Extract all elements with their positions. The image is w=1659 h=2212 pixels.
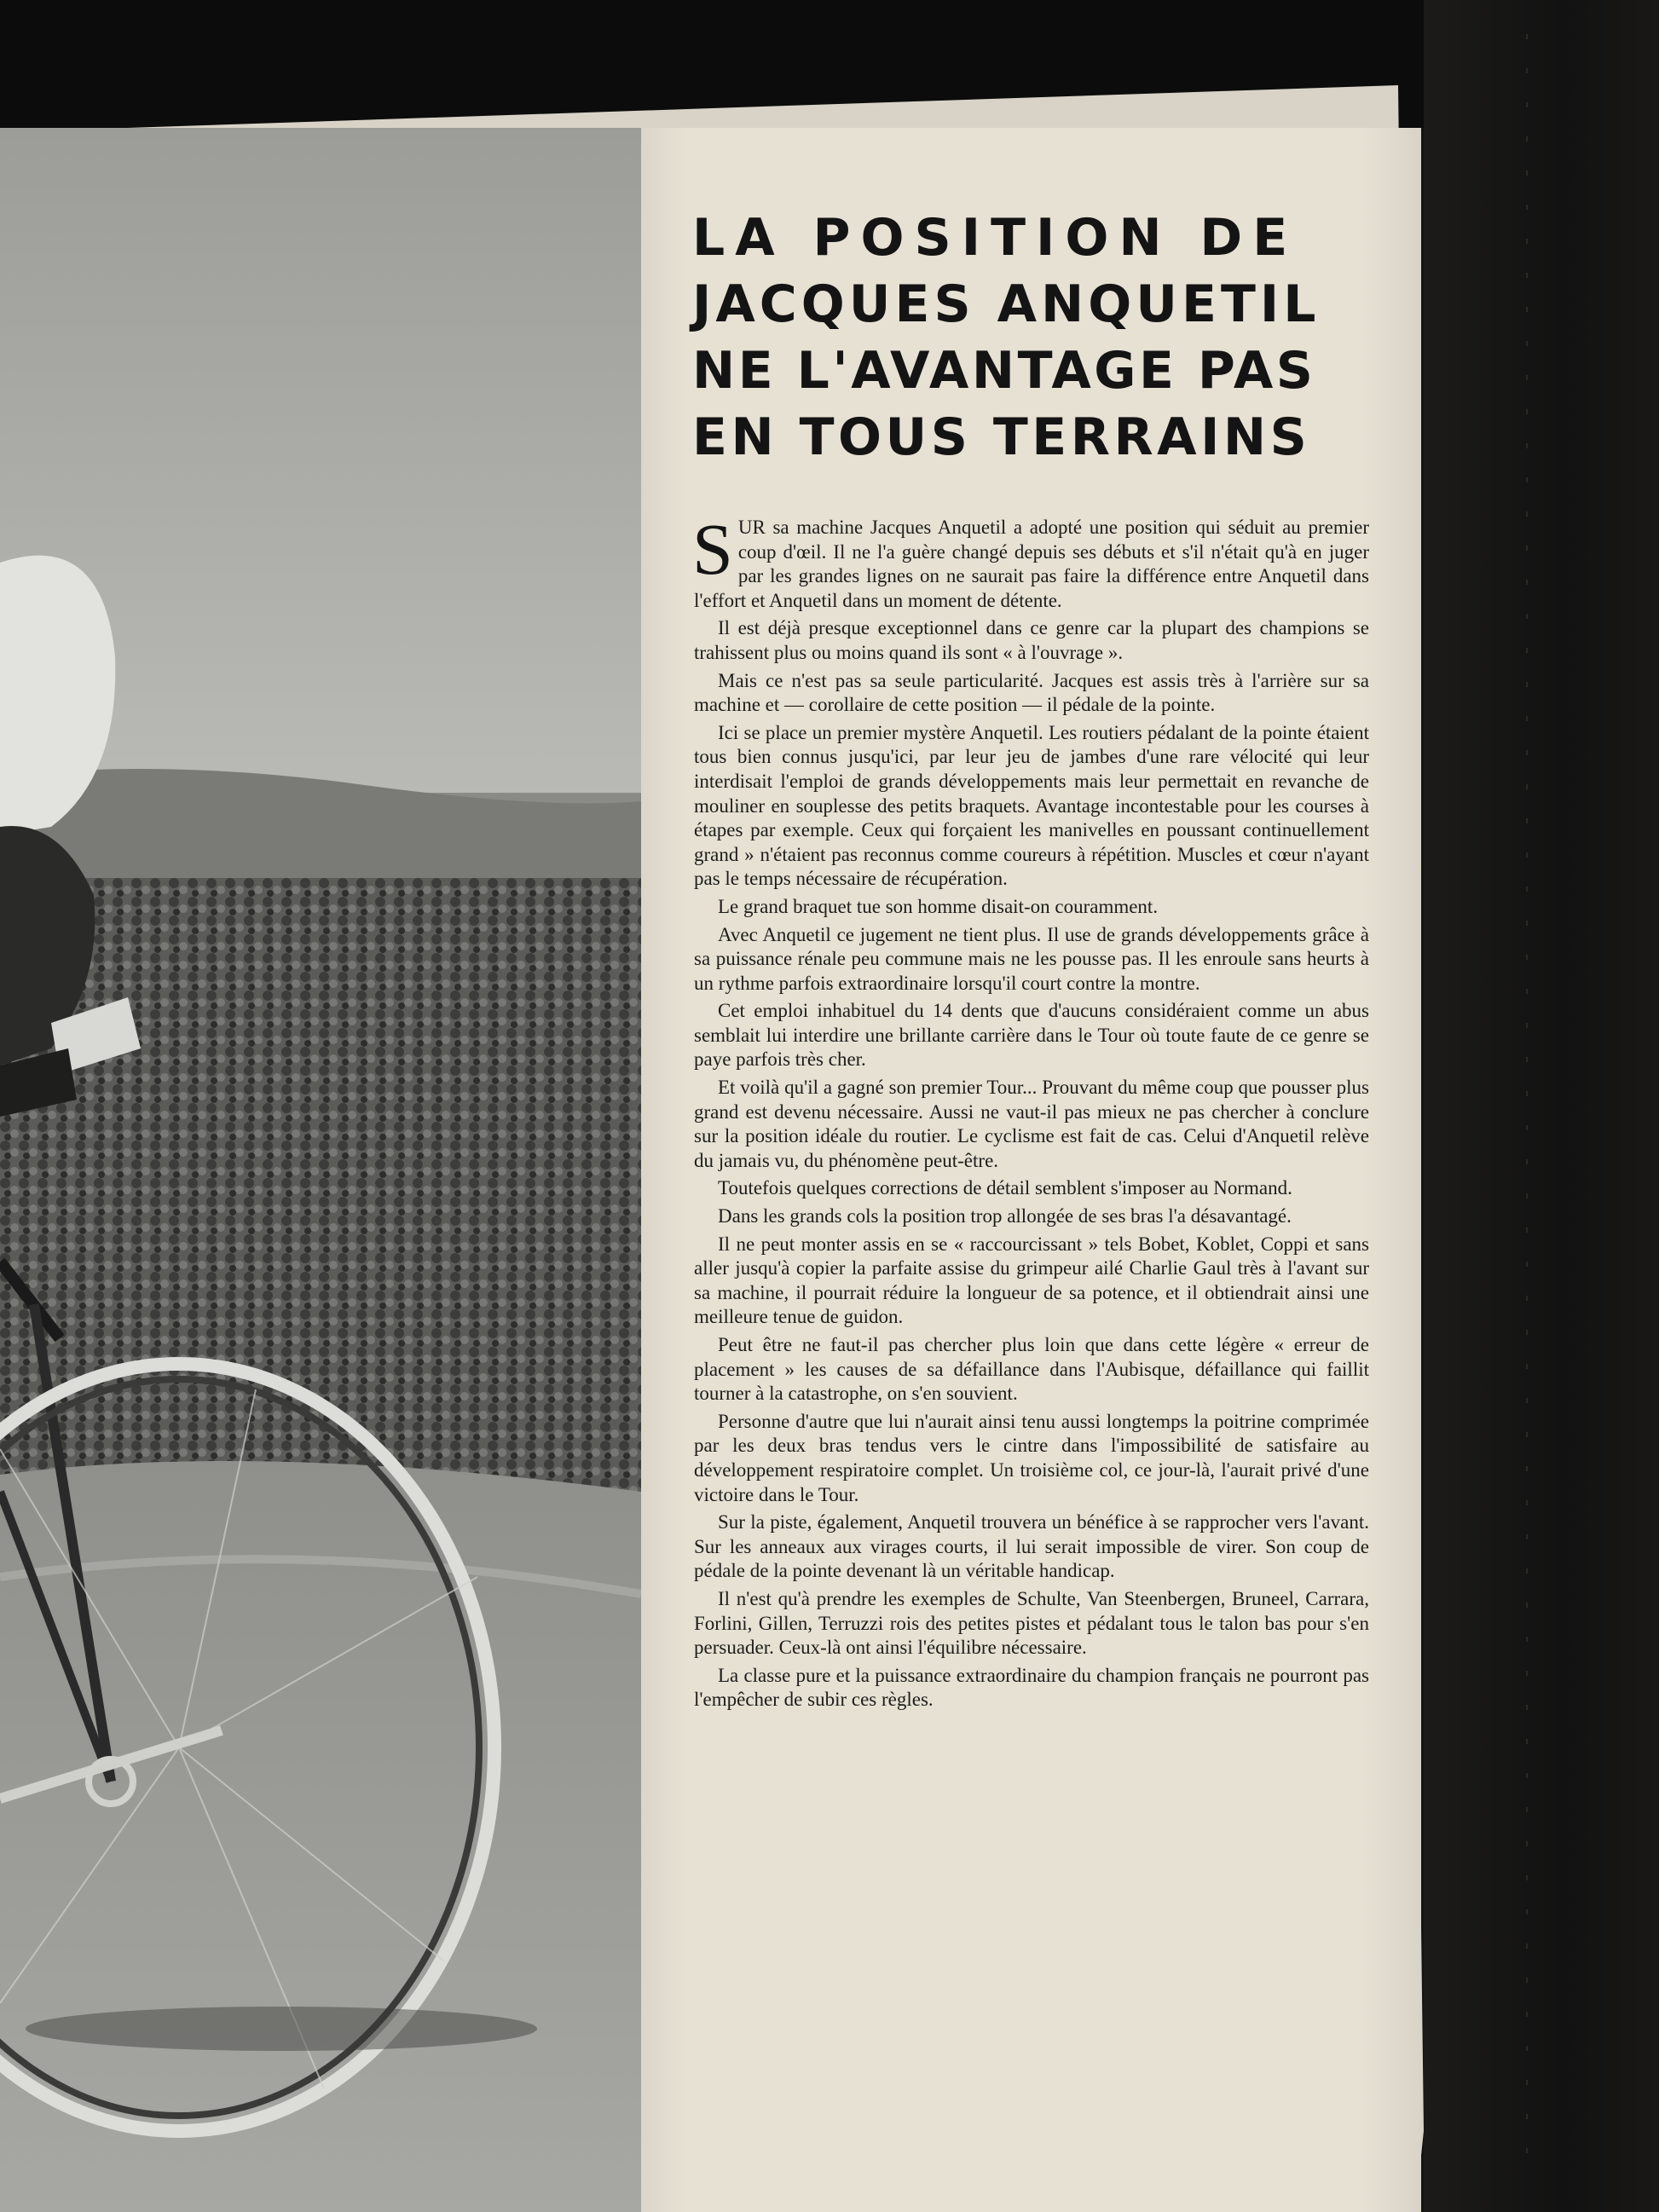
paragraph: Mais ce n'est pas sa seule particularité. Jacques est assis très à l'arrière sur sa machine et — corollaire de cette position — il pédale de la pointe. [694, 669, 1369, 716]
paragraph: Cet emploi inhabituel du 14 dents que d'aucuns considéraient comme un abus semblait lui interdire une brillante carrière dans le Tour où toute faute de ce genre se paye parfois très cher. [694, 1000, 1369, 1071]
article-body [692, 508, 1369, 1716]
paragraph: La classe pure et la puissance extraordinaire du champion français ne pourront pas l'empêcher de subir ces règles. [694, 1664, 1369, 1711]
article-column [641, 128, 1421, 2212]
dark-backdrop-right [1424, 0, 1659, 2212]
article-headline [692, 205, 1374, 471]
paragraph: Avec Anquetil ce jugement ne tient plus. Il use de grands développements grâce à sa puissance rénale peu commune mais ne les pousse pas. Il les enroule sans heurts à un rythme parfois extraordinaire lorsqu'il court contre la montre. [694, 923, 1369, 994]
paragraph: Il est déjà presque exceptionnel dans ce genre car la plupart des champions se trahissent plus ou moins quand ils sont « à l'ouvrage ». [694, 617, 1369, 663]
paragraph: Il n'est qu'à prendre les exemples de Schulte, Van Steenbergen, Bruneel, Carrara, Forlini, Gillen, Terruzzi rois des petites pistes et pédalant tous le talon bas pour s'en persuader. Ceux-là ont ainsi l'équilibre nécessaire. [694, 1587, 1369, 1659]
paragraph: Et voilà qu'il a gagné son premier Tour... Prouvant du même coup que pousser plus grand est devenu nécessaire. Aussi ne vaut-il pas mieux ne pas chercher à conclure sur la position idéale du routier. Le cyclisme est fait de cas. Celui d'Anquetil relève du jamais vu, du phénomène peut-être. [694, 1077, 1369, 1171]
cyclist-photo [0, 128, 641, 2212]
paragraph: Il ne peut monter assis en se « raccourcissant » tels Bobet, Koblet, Coppi et sans aller jusqu'à copier la parfaite assise du grimpeur ailé Charlie Gaul très à l'avant sur sa machine, il pourrait réduire la longueur de sa potence, et il obtiendrait ainsi une meilleure tenue de guidon. [694, 1233, 1369, 1328]
paragraph: Ici se place un premier mystère Anquetil. Les routiers pédalant de la pointe étaient tous bien connus jusqu'ici, par leur jeu de jambes d'une rare vélocité qui leur interdisait l'emploi de grands développements mais leur permettait en revanche de mouliner en souplesse des petits braquets. Avantage incontestable pour les courses à étapes par exemple. Ceux qui forçaient les manivelles en poussant continuellement grand » n'étaient pas reconnus comme coureurs à répétition. Muscles et cœur n'ayant pas le temps nécessaire de récupération. [694, 721, 1369, 890]
headline-line-3: NE L'AVANTAGE PAS [692, 341, 1316, 401]
headline-line-2: JACQUES ANQUETIL [692, 274, 1321, 334]
paragraph: Dans les grands cols la position trop allongée de ses bras l'a désavantagé. [718, 1205, 1292, 1227]
lead-text: UR sa machine Jacques Anquetil a adopté une position qui séduit au premier coup d'œil. Il ne l'a guère changé depuis ses débuts et s'il n'était qu'à en juger par les grandes lignes on ne saurait pas faire la différence entre Anquetil dans l'effort et Anquetil dans un moment de détente. [694, 517, 1369, 611]
paragraph: Sur la piste, également, Anquetil trouvera un bénéfice à se rapprocher vers l'avant. Sur les anneaux aux virages courts, il lui serait impossible de virer. Son coup de pédale de la pointe devenant là un véritable handicap. [694, 1511, 1369, 1582]
headline-line-1: LA POSITION DE [692, 208, 1298, 268]
paragraph: Personne d'autre que lui n'aurait ainsi tenu aussi longtemps la poitrine comprimée par les deux bras tendus vers le cintre dans l'impossibilité de satisfaire au développement respiratoire complet. Un troisième col, ce jour-là, l'aurait privé d'une victoire dans le Tour. [694, 1410, 1369, 1505]
paragraph: Toutefois quelques corrections de détail semblent s'imposer au Normand. [718, 1177, 1292, 1199]
paragraph: Le grand braquet tue son homme disait-on couramment. [718, 895, 1159, 917]
headline-line-4: EN TOUS TERRAINS [692, 407, 1311, 467]
lead-paragraph [692, 508, 1369, 613]
paragraph: Peut être ne faut-il pas chercher plus loin que dans cette légère « erreur de placement » les causes de sa défaillance dans l'Aubisque, défaillance qui faillit tourner à la catastrophe, on s'en souvient. [694, 1334, 1369, 1405]
drop-cap: S [692, 508, 733, 590]
